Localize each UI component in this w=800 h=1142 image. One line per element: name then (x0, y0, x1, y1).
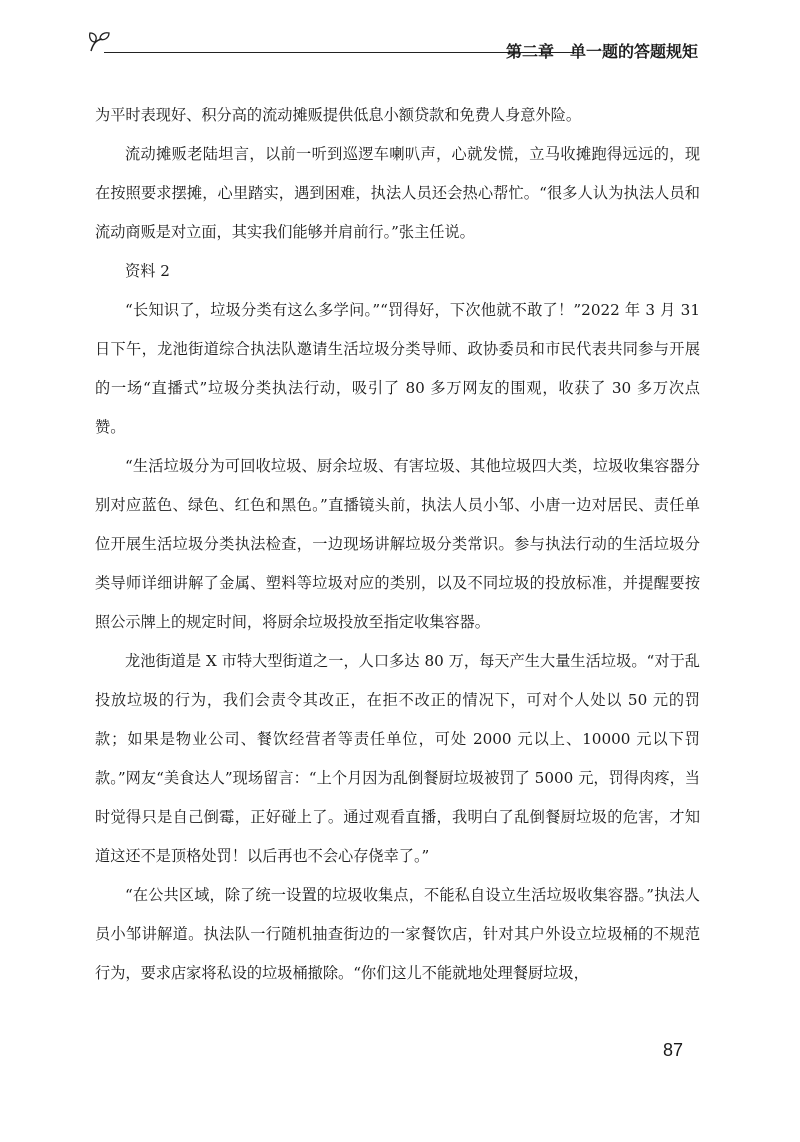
body-text (95, 96, 700, 993)
paragraph: 龙池街道是 X 市特大型街道之一，人口多达 80 万，每天产生大量生活垃圾。“对于乱投放垃圾的行为，我们会责令其改正，在拒不改正的情况下，可对个人处以 50 元的罚款；如果是物业公司、餐饮经营者等责任单位，可处 2000 元以上、10000 元以下罚款。”网友“美食达人”现场留言：“上个月因为乱倒餐厨垃圾被罚了 5000 元，罚得肉疼，当时觉得只是自己倒霉，正好碰上了。通过观看直播，我明白了乱倒餐厨垃圾的危害，才知道这还不是顶格处罚！以后再也不会心存侥幸了。” (95, 652, 700, 865)
chapter-label: 第二章 (505, 42, 554, 61)
section-title: 单一题的答题规矩 (569, 42, 698, 61)
paragraph: 流动摊贩老陆坦言，以前一听到巡逻车喇叭声，心就发慌，立马收摊跑得远远的，现在按照要求摆摊，心里踏实，遇到困难，执法人员还会热心帮忙。“很多人认为执法人员和流动商贩是对立面，其实我们能够并肩前行。”张主任说。 (95, 145, 700, 241)
running-header (88, 30, 700, 64)
material-heading: 资料 2 (125, 262, 170, 280)
paragraph: 为平时表现好、积分高的流动摊贩提供低息小额贷款和免费人身意外险。 (95, 106, 581, 124)
paragraph: “在公共区域，除了统一设置的垃圾收集点，不能私自设立生活垃圾收集容器。”执法人员小邹讲解道。执法队一行随机抽查街边的一家餐饮店，针对其户外设立垃圾桶的不规范行为，要求店家将私设的垃圾桶撤除。“你们这儿不能就地处理餐厨垃圾， (95, 886, 700, 982)
paragraph: “生活垃圾分为可回收垃圾、厨余垃圾、有害垃圾、其他垃圾四大类，垃圾收集容器分别对应蓝色、绿色、红色和黑色。”直播镜头前，执法人员小邹、小唐一边对居民、责任单位开展生活垃圾分类执法检查，一边现场讲解垃圾分类常识。参与执法行动的生活垃圾分类导师详细讲解了金属、塑料等垃圾对应的类别，以及不同垃圾的投放标准，并提醒要按照公示牌上的规定时间，将厨余垃圾投放至指定收集容器。 (95, 457, 700, 631)
sprout-icon (88, 30, 110, 52)
paragraph: “长知识了，垃圾分类有这么多学问。”“罚得好，下次他就不敢了！”2022 年 3 月 31 日下午，龙池街道综合执法队邀请生活垃圾分类导师、政协委员和市民代表共同参与开展的一场“直播式”垃圾分类执法行动，吸引了 80 多万网友的围观，收获了 30 多万次点赞。 (95, 301, 700, 436)
running-title (506, 39, 698, 62)
page-number: 87 (662, 1040, 683, 1060)
